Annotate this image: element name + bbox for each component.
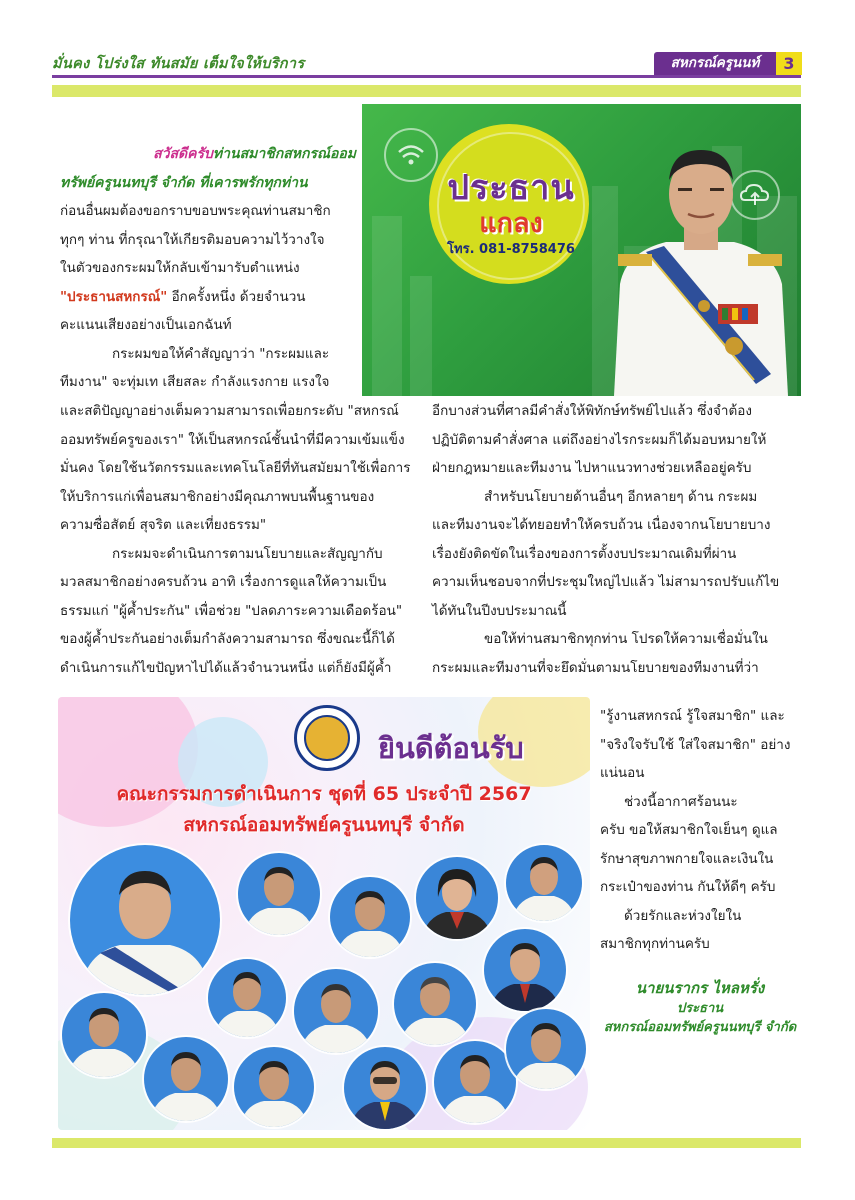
bottom-band [52,1138,801,1148]
paragraph-line: ครับ ขอให้สมาชิกใจเย็นๆ ดูแล [600,822,778,838]
paragraph-line: อีกบางส่วนที่ศาลมีคำสั่งให้พิทักษ์ทรัพย์ไปแล้ว ซึ่งจำต้อง [432,403,752,419]
poster-organization-line: สหกรณ์ออมทรัพย์ครูนนทบุรี จำกัด [183,814,465,836]
greeting-line-2: ทรัพย์ครูนนทบุรี จำกัด ที่เคารพรักทุกท่าน [60,174,308,191]
policy-text-block [432,397,794,682]
member-portrait-president [70,845,220,995]
paragraph-line [600,788,796,817]
paragraph-line: ดำเนินการแก้ไขปัญหาไปได้แล้วจำนวนหนึ่ง แต่ก็ยังมีผู้ค้ำ [60,659,392,676]
paragraph-line: ได้ทันในปีงบประมาณนี้ [432,602,567,619]
member-portrait [238,853,320,935]
intro-text-block [60,140,356,397]
welcome-poster [58,697,590,1130]
member-portrait [506,1009,586,1089]
paragraph-line: ความเห็นชอบจากที่ประชุมใหญ่ไปแล้ว ไม่สามารถปรับแก้ไข [432,574,780,590]
president-photo [606,134,794,396]
member-portrait [294,969,378,1053]
paragraph-line [60,283,356,312]
publication-title: สหกรณ์ครูนนท์ [654,52,776,75]
paragraph-line: และสติปัญญาอย่างเต็มความสามารถเพื่อยกระดับ "สหกรณ์ [60,403,399,419]
member-portrait [434,1041,516,1123]
paragraph-line: กระเป๋าของท่าน กันให้ดีๆ ครับ [600,879,776,895]
president-title: ประธาน [447,168,575,208]
paragraph-fragment: ช่วงนี้อากาศร้อนนะ [624,793,738,810]
paragraph-fragment: กระผมจะดำเนินการตามนโยบายและสัญญากับ [112,545,383,562]
top-band [52,85,801,97]
paragraph-line: ความซื่อสัตย์ สุจริต และเที่ยงธรรม" [60,517,267,533]
greeting-hello: สวัสดีครับ [153,146,213,162]
paragraph-line [432,483,794,512]
paragraph-fragment: อีกครั้งหนึ่ง ด้วยจำนวน [167,288,306,305]
member-portrait [330,877,410,957]
signature-role: ประธาน [676,1001,724,1016]
member-portrait [484,929,566,1011]
paragraph-line: สมาชิกทุกท่านครับ [600,936,710,952]
member-portrait [208,959,286,1037]
pledge-text-block [60,397,420,682]
paragraph-line [60,340,356,369]
president-banner [362,104,801,396]
member-portrait [234,1047,314,1127]
paragraph-line: มั่นคง โดยใช้นวัตกรรมและเทคโนโลยีที่ทันสมัยมาใช้เพื่อการ [60,460,411,476]
paragraph-line: ปฏิบัติตามคำสั่งศาล แต่ถึงอย่างไรกระผมก็ได้มอบหมายให้ [432,431,767,448]
header-slogan: มั่นคง โปร่งใส ทันสมัย เต็มใจให้บริการ [52,55,305,72]
paragraph-line: รักษาสุขภาพกายใจและเงินใน [600,850,774,867]
president-nickname: แกลง [479,208,543,239]
greeting-line [60,140,356,169]
paragraph-line: ในตัวของกระผมให้กลับเข้ามารับตำแหน่ง [60,260,300,276]
paragraph-line: คะแนนเสียงอย่างเป็นเอกฉันท์ [60,317,232,333]
paragraph-fragment: สำหรับนโยบายด้านอื่นๆ อีกหลายๆ ด้าน กระผม [484,488,758,505]
member-portrait [394,963,476,1045]
paragraph-line: ทีมงาน" จะทุ่มเท เสียสละ กำลังแรงกาย แรงใจ [60,374,330,390]
paragraph-line: ธรรมแก่ "ผู้ค้ำประกัน" เพื่อช่วย "ปลดภาระความเดือดร้อน" [60,602,403,619]
paragraph-line: "รู้งานสหกรณ์ รู้ใจสมาชิก" และ [600,708,785,724]
member-portrait [344,1047,426,1129]
header-rule [52,75,801,78]
paragraph-fragment: กระผมขอให้คำสัญญาว่า "กระผมและ [112,345,330,362]
paragraph-line: ทุกๆ ท่าน ที่กรุณาให้เกียรติมอบความไว้วางใจ [60,231,325,248]
paragraph-line: ของผู้ค้ำประกันอย่างเต็มกำลังความสามารถ ซึ่งขณะนี้ก็ได้ [60,631,395,647]
greeting-members: ท่านสมาชิกสหกรณ์ออม [212,146,356,162]
paragraph-line: "จริงใจรับใช้ ใส่ใจสมาชิก" อย่าง [600,736,791,753]
closing-text-block [600,702,796,959]
paragraph-line: ฝ่ายกฎหมายและทีมงาน ไปหาแนวทางช่วยเหลืออยู่ครับ [432,460,752,476]
paragraph-line: ออมทรัพย์ครูของเรา" ให้เป็นสหกรณ์ชั้นนำที่มีความเข้มแข็ง [60,431,405,448]
building-shape [410,276,432,396]
paragraph-line: และทีมงานจะได้ทยอยทำให้ครบถ้วน เนื่องจากนโยบายบาง [432,517,771,533]
member-portrait [506,845,582,921]
paragraph-fragment: ด้วยรักและห่วงใยใน [624,907,742,924]
paragraph-line [600,902,796,931]
paragraph-line [60,540,420,569]
paragraph-line: ก่อนอื่นผมต้องขอกราบขอบพระคุณท่านสมาชิก [60,203,331,219]
paragraph-line [432,625,794,654]
president-phone: โทร. 081-8758476 [447,242,575,257]
paragraph-line: เรื่องยังติดขัดในเรื่องของการตั้งงบประมาณเดิมที่ผ่าน [432,545,737,562]
member-portrait [144,1037,228,1121]
page-number: 3 [776,52,802,75]
signature-name: นายนรากร ไหลหรั่ง [635,979,765,997]
cooperative-logo [294,705,360,771]
building-shape [372,216,402,396]
member-portrait [416,857,498,939]
paragraph-line: มวลสมาชิกอย่างครบถ้วน อาทิ เรื่องการดูแลให้ความเป็น [60,574,387,590]
wifi-icon [384,128,438,182]
paragraph-fragment: ขอให้ท่านสมาชิกทุกท่าน โปรดให้ความเชื่อมั่นใน [484,631,768,647]
highlight-president: "ประธานสหกรณ์" [60,288,168,305]
paragraph-line: ให้บริการแก่เพื่อนสมาชิกอย่างมีคุณภาพบนพื้นฐานของ [60,488,375,505]
paragraph-line: กระผมและทีมงานที่จะยึดมั่นตามนโยบายของทีมงานที่ว่า [432,659,759,676]
signature-organization: สหกรณ์ออมทรัพย์ครูนนทบุรี จำกัด [603,1020,797,1035]
poster-welcome: ยินดีต้อนรับ [378,731,524,765]
member-portrait [62,993,146,1077]
poster-committee-line: คณะกรรมการดำเนินการ ชุดที่ 65 ประจำปี 2567 [116,783,532,805]
paragraph-line: แน่นอน [600,765,645,781]
